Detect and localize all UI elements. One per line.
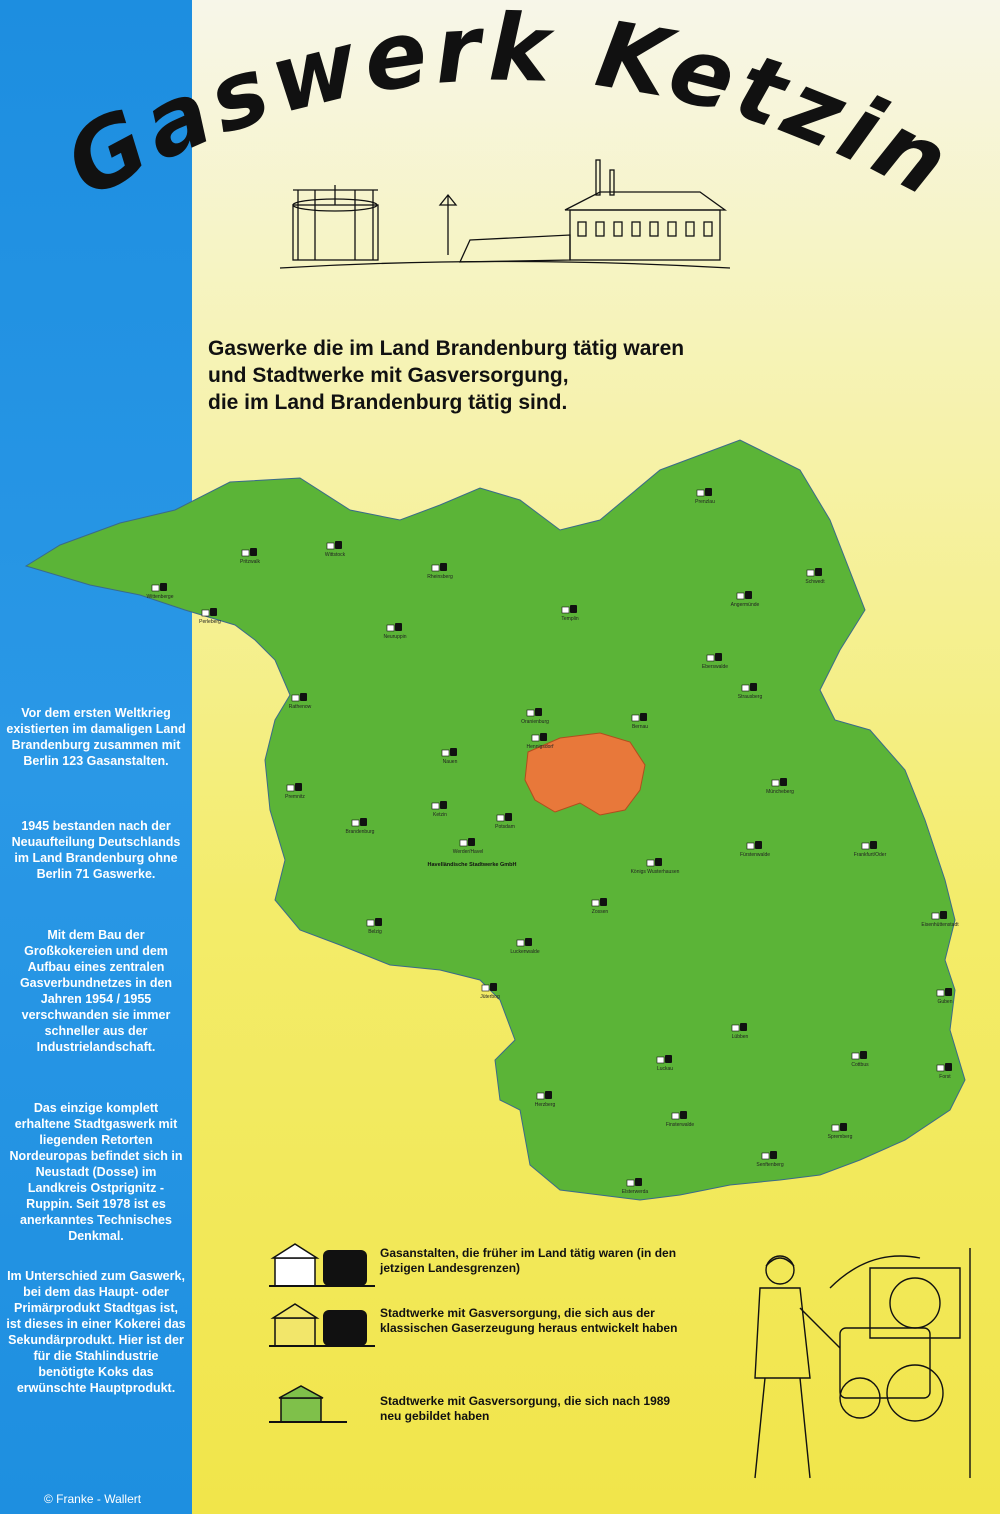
gasworks-icon bbox=[832, 1125, 839, 1131]
town-label: Nauen bbox=[442, 759, 458, 765]
town-label: Spremberg bbox=[827, 1134, 853, 1140]
town-label: Schwedt bbox=[805, 579, 825, 585]
gasworks-icon bbox=[352, 820, 359, 826]
gasworks-icon bbox=[647, 860, 654, 866]
gasworks-icon bbox=[432, 565, 439, 571]
gasworks-icon bbox=[747, 843, 754, 849]
town-label: Cottbus bbox=[851, 1062, 869, 1068]
town-label: Neuruppin bbox=[383, 634, 407, 640]
gasworks-icon bbox=[152, 585, 159, 591]
legend-item-new bbox=[262, 1380, 682, 1440]
subtitle-line: die im Land Brandenburg tätig sind. bbox=[208, 391, 568, 414]
town-label: Brandenburg bbox=[345, 829, 375, 835]
town-label: Guben bbox=[937, 999, 953, 1005]
town-label: Belzig bbox=[368, 929, 382, 935]
gasworks-icon bbox=[707, 655, 714, 661]
town-label: Zossen bbox=[591, 909, 609, 915]
gasworks-icon bbox=[627, 1180, 634, 1186]
town-label: Jüterbog bbox=[480, 994, 500, 1000]
gasworks-icon bbox=[460, 840, 467, 846]
gasworks-icon bbox=[737, 593, 744, 599]
gasworks-icon bbox=[772, 780, 779, 786]
town-label: Rheinsberg bbox=[427, 574, 453, 580]
gasworks-icon bbox=[742, 685, 749, 691]
gasworks-icon bbox=[367, 920, 374, 926]
town-label: Königs Wusterhausen bbox=[630, 869, 680, 875]
town-label: Eisenhüttenstadt bbox=[921, 922, 959, 928]
sidebar-paragraph: Mit dem Bau der Großkokereien und dem Aufbau eines zentralen Gasverbundnetzes in den Jahren 1954 / 1955 verschwanden sie immer schneller aus der Industrielandschaft. bbox=[19, 928, 173, 1054]
gasworks-former-icon bbox=[267, 1240, 377, 1290]
gasworks-icon bbox=[657, 1057, 664, 1063]
town-label: Eberswalde bbox=[701, 664, 729, 670]
legend-item-former bbox=[262, 1240, 682, 1300]
town-label: Rathenow bbox=[288, 704, 312, 710]
town-label: Frankfurt/Oder bbox=[853, 852, 887, 858]
gasworks-icon bbox=[672, 1113, 679, 1119]
gasworks-icon bbox=[762, 1153, 769, 1159]
gasworks-icon bbox=[592, 900, 599, 906]
town-label: Senftenberg bbox=[756, 1162, 784, 1168]
gasworks-evolved-icon bbox=[267, 1300, 377, 1350]
town-label: Müncheberg bbox=[766, 789, 794, 795]
town-label: Herzberg bbox=[534, 1102, 556, 1108]
town-label: Potsdam bbox=[495, 824, 515, 830]
gasworks-icon bbox=[432, 803, 439, 809]
town-label: Strausberg bbox=[737, 694, 763, 700]
gasworks-icon bbox=[852, 1053, 859, 1059]
legend-item-evolved bbox=[262, 1300, 682, 1360]
sidebar-paragraph: Im Unterschied zum Gaswerk, bei dem das Haupt- oder Primärprodukt Stadtgas ist, ist dieses in einer Kokerei das Sekundärprodukt. Hier ist der für die Stahlindustrie benötigte Koks das erwünschte Hauptprodukt. bbox=[6, 1269, 186, 1395]
gasworks-icon bbox=[202, 610, 209, 616]
gasworks-icon bbox=[632, 715, 639, 721]
town-label: Oranienburg bbox=[521, 719, 549, 725]
page-title: Gaswerk Ketzin bbox=[48, 0, 971, 220]
copyright-text: © Franke - Wallert bbox=[44, 1492, 142, 1506]
gasworks-icon bbox=[482, 985, 489, 991]
gasworks-icon bbox=[327, 543, 334, 549]
sidebar-paragraph: Vor dem ersten Weltkrieg existierten im damaligen Land Brandenburg zusammen mit Berlin 123 Gasanstalten. bbox=[6, 706, 186, 768]
town-label: Pritzwalk bbox=[239, 559, 261, 565]
town-label: Luckenwalde bbox=[510, 949, 540, 955]
gasworks-icon bbox=[527, 710, 534, 716]
subtitle-line: und Stadtwerke mit Gasversorgung, bbox=[208, 364, 569, 387]
town-label: Perleberg bbox=[199, 619, 221, 625]
gasworks-icon bbox=[697, 490, 704, 496]
legend-label: Stadtwerke mit Gasversorgung, die sich nach 1989 neu gebildet haben bbox=[380, 1394, 671, 1423]
town-label: Finsterwalde bbox=[665, 1122, 695, 1128]
gasworks-icon bbox=[387, 625, 394, 631]
town-label: Bernau bbox=[631, 724, 649, 730]
town-label: Forst bbox=[939, 1074, 951, 1080]
gasworks-icon bbox=[292, 695, 299, 701]
town-label: Wittenberge bbox=[146, 594, 174, 600]
town-label: Ketzin bbox=[433, 812, 447, 818]
gasworks-icon bbox=[562, 607, 569, 613]
highlight-label: Havelländische Stadtwerke GmbH bbox=[427, 862, 517, 868]
town-label: Templin bbox=[561, 616, 579, 622]
gasworks-icon bbox=[287, 785, 294, 791]
town-label: Hennigsdorf bbox=[526, 744, 554, 750]
worker-sketch bbox=[720, 1228, 990, 1490]
gasworks-icon bbox=[807, 570, 814, 576]
subtitle-line: Gaswerke die im Land Brandenburg tätig waren bbox=[208, 337, 685, 360]
town-label: Luckau bbox=[656, 1066, 674, 1072]
legend-label: Gasanstalten, die früher im Land tätig waren (in den jetzigen Landesgrenzen) bbox=[380, 1246, 677, 1275]
town-label: Prenzlau bbox=[695, 499, 715, 505]
town-label: Fürstenwalde bbox=[739, 852, 771, 858]
town-label: Angermünde bbox=[730, 602, 760, 608]
gasworks-icon bbox=[497, 815, 504, 821]
town-label: Premnitz bbox=[285, 794, 305, 800]
gasworks-icon bbox=[937, 1065, 944, 1071]
gasworks-icon bbox=[732, 1025, 739, 1031]
town-label: Elsterwerda bbox=[621, 1189, 649, 1195]
sidebar-paragraph: 1945 bestanden nach der Neuaufteilung Deutschlands im Land Brandenburg ohne Berlin 71 Gaswerke. bbox=[11, 819, 181, 881]
gasworks-icon bbox=[242, 550, 249, 556]
gasworks-icon bbox=[932, 913, 939, 919]
brandenburg-outline bbox=[26, 440, 965, 1200]
sidebar-paragraph: Das einzige komplett erhaltene Stadtgaswerk mit liegenden Retorten Nordeuropas befindet sich in Neustadt (Dosse) im Landkreis Ostprignitz - Ruppin. Seit 1978 ist es anerkanntes Technisches Denkmal. bbox=[9, 1101, 183, 1243]
town-label: Wittstock bbox=[324, 552, 346, 558]
gasworks-icon bbox=[937, 990, 944, 996]
gasworks-icon bbox=[517, 940, 524, 946]
gasworks-new-icon bbox=[267, 1380, 377, 1430]
gasworks-icon bbox=[442, 750, 449, 756]
gasworks-icon bbox=[532, 735, 539, 741]
gasworks-icon bbox=[862, 843, 869, 849]
town-label: Lübben bbox=[731, 1034, 749, 1040]
town-label: Werder/Havel bbox=[452, 849, 484, 855]
legend-label: Stadtwerke mit Gasversorgung, die sich aus der klassischen Gaserzeugung heraus entwickelt haben bbox=[380, 1306, 678, 1335]
gasworks-icon bbox=[537, 1093, 544, 1099]
